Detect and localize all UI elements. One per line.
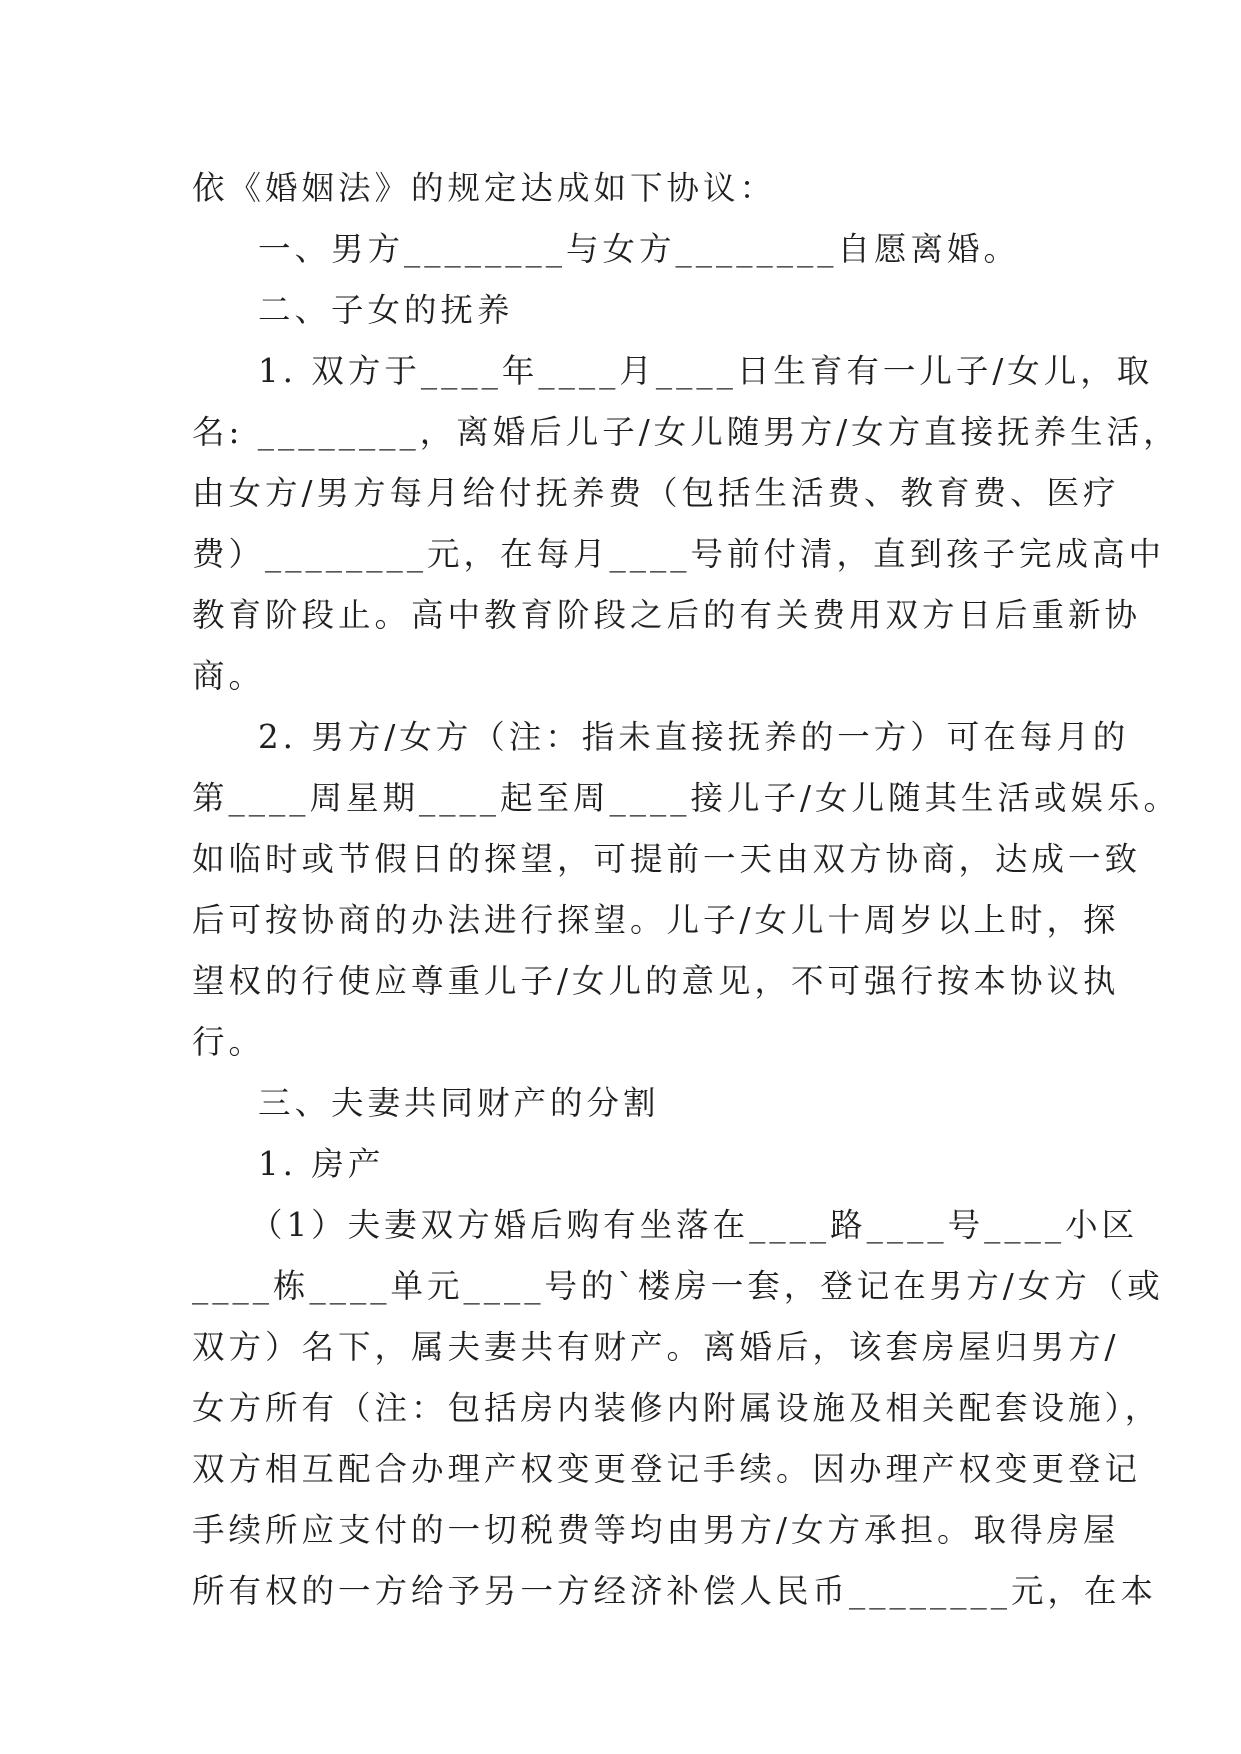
clause-2-1-line: 费）________元，在每月____号前付清，直到孩子完成高中 (192, 535, 1166, 573)
section-heading-property-division: 三、夫妻共同财产的分割 (258, 1084, 660, 1122)
agreement-body (192, 158, 1180, 1622)
clause-1-divorce: 一、男方________与女方________自愿离婚。 (258, 230, 1021, 268)
clause-3-1-1-line: 双方相互配合办理产权变更登记手续。因办理产权变更登记 (192, 1450, 1142, 1488)
clause-2-2-line: 行。 (192, 1023, 266, 1061)
clause-2-2-line: 望权的行使应尊重儿子/女儿的意见，不可强行按本协议执 (192, 962, 1120, 1000)
text-line-intro: 依《婚姻法》的规定达成如下协议： (192, 169, 777, 207)
clause-3-1-1-line: 双方）名下，属夫妻共有财产。离婚后，该套房屋归男方/ (192, 1328, 1120, 1366)
clause-2-2-line: 后可按协商的办法进行探望。儿子/女儿十周岁以上时，探 (192, 901, 1120, 939)
clause-3-1-1-line: 手续所应支付的一切税费等均由男方/女方承担。取得房屋 (192, 1511, 1120, 1549)
clause-2-1-line: 1. 双方于____年____月____日生育有一儿子/女儿，取 (258, 352, 1154, 390)
clause-3-1-1-line: 所有权的一方给予另一方经济补偿人民币________元，在本 (192, 1572, 1158, 1610)
clause-2-2-line: 如临时或节假日的探望，可提前一天由双方协商，达成一致 (192, 840, 1142, 878)
clause-3-1-1-line: （1）夫妻双方婚后购有坐落在____路____号____小区 (250, 1206, 1139, 1244)
clause-2-1-line: 商。 (192, 657, 266, 695)
subsection-heading-real-estate: 1. 房产 (258, 1145, 385, 1183)
clause-2-1-line: 名: ________，离婚后儿子/女儿随男方/女方直接抚养生活， (192, 413, 1180, 451)
clause-3-1-1-line: 女方所有（注：包括房内装修内附属设施及相关配套设施）， (192, 1389, 1162, 1427)
clause-2-2-line: 2. 男方/女方（注：指未直接抚养的一方）可在每月的 (258, 718, 1130, 756)
section-heading-child-custody: 二、子女的抚养 (258, 291, 514, 329)
clause-2-1-line: 由女方/男方每月给付抚养费（包括生活费、教育费、医疗 (192, 474, 1120, 512)
clause-3-1-1-line: ____栋____单元____号的`楼房一套，登记在男方/女方（或 (192, 1267, 1164, 1305)
clause-2-2-line: 第____周星期____起至周____接儿子/女儿随其生活或娱乐。 (192, 779, 1180, 817)
clause-2-1-line: 教育阶段止。高中教育阶段之后的有关费用双方日后重新协 (192, 596, 1142, 634)
